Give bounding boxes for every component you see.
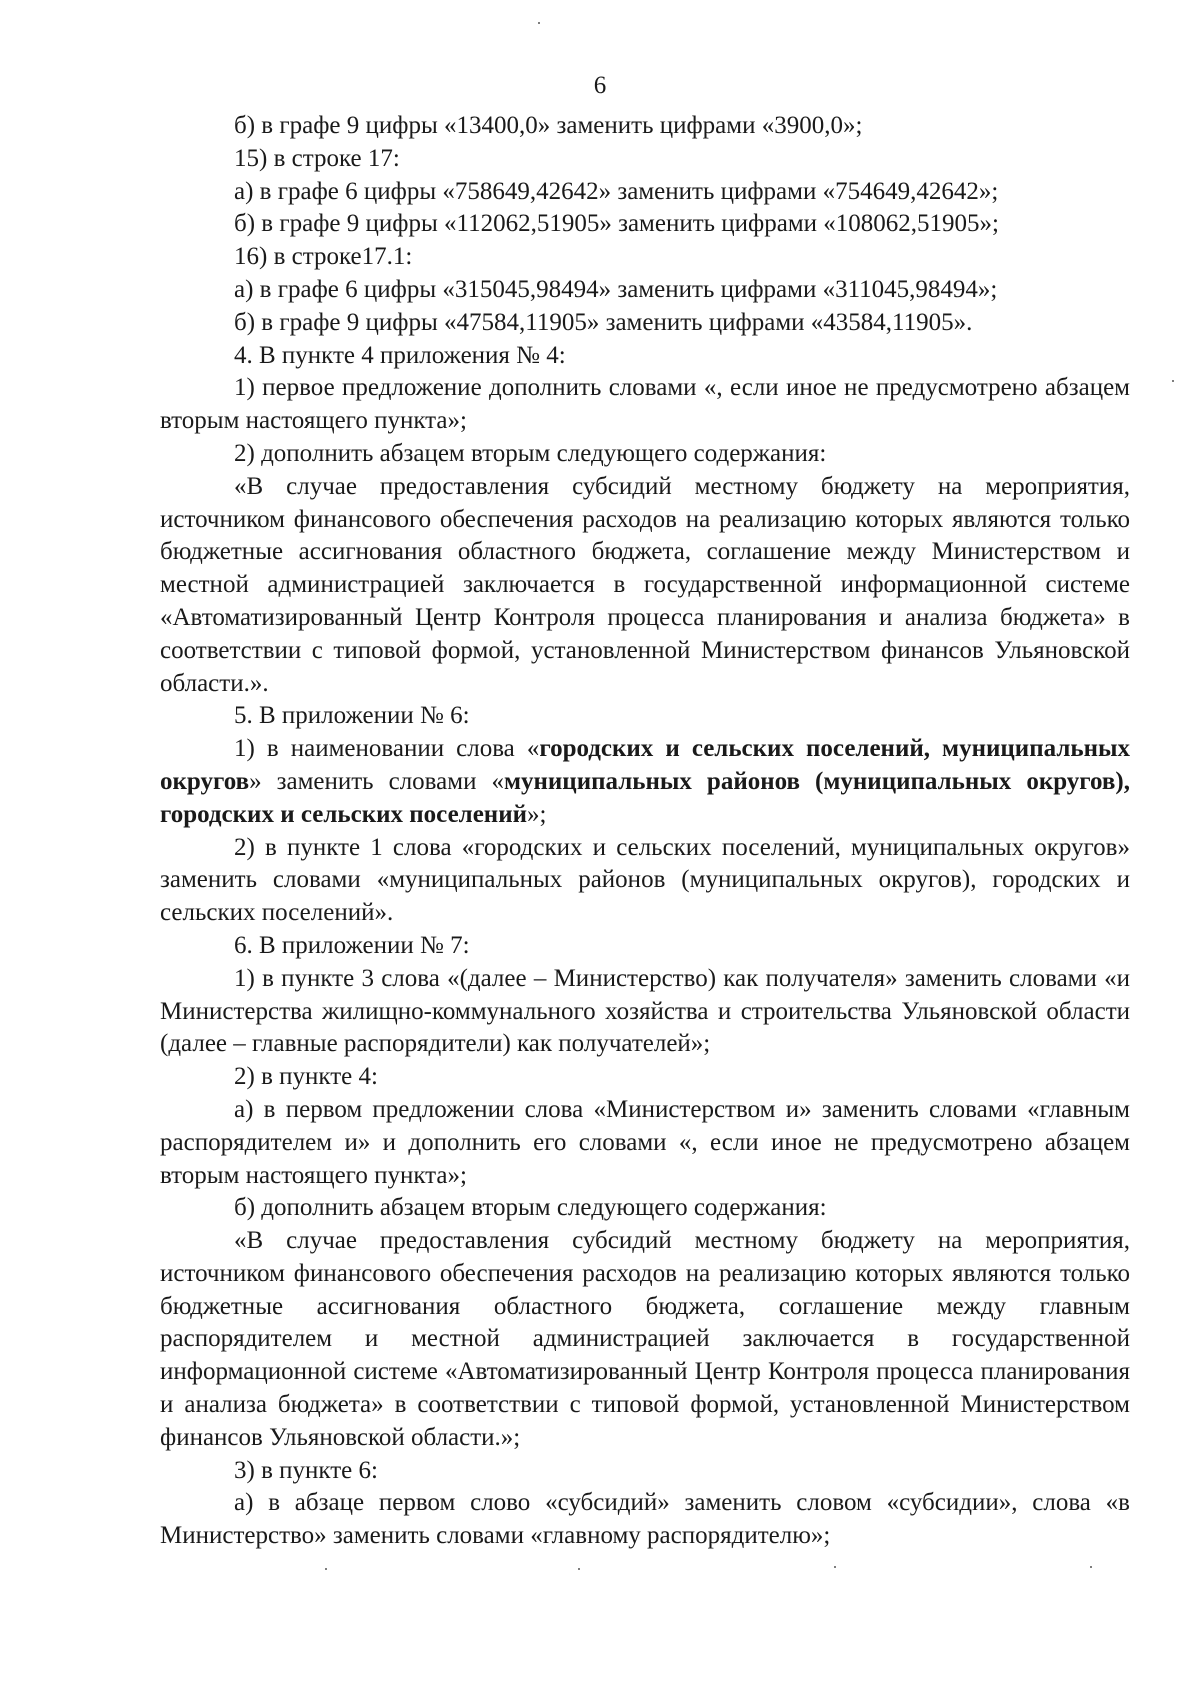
- paragraph: [160, 1455, 1130, 1488]
- scan-speck: [834, 1566, 836, 1568]
- page-number: 6: [593, 72, 607, 99]
- text-run: б) в графе 9 цифры «112062,51905» заменить цифрами «108062,51905»;: [234, 210, 999, 238]
- text-run: 15) в строке 17:: [234, 144, 400, 172]
- paragraph: [160, 832, 1130, 930]
- text-run: 1) в пункте 3 слова «(далее – Министерство) как получателя» заменить словами «и Министерства жилищно-коммунального хозяйства и строительства Ульяновской области (далее – главные распорядители) как получателей»;: [160, 964, 1130, 1058]
- paragraph: [160, 733, 1130, 831]
- paragraph: [160, 471, 1130, 701]
- paragraph: [160, 1487, 1130, 1553]
- paragraph: [160, 1094, 1130, 1192]
- bold-text: городских и сельских поселений, муниципальных округов: [160, 735, 1130, 795]
- scan-speck: [1090, 1566, 1092, 1568]
- paragraph: [160, 307, 1130, 340]
- text-run: 5. В приложении № 6:: [234, 702, 470, 730]
- text-run: 2) в пункте 1 слова «городских и сельских поселений, муниципальных округов» заменить словами «муниципальных районов (муниципальных округов), городских и сельских поселений».: [160, 833, 1130, 927]
- paragraph: [160, 1061, 1130, 1094]
- paragraph: [160, 110, 1130, 143]
- paragraph: [160, 241, 1130, 274]
- text-run: б) в графе 9 цифры «13400,0» заменить цифрами «3900,0»;: [234, 112, 863, 139]
- paragraph: [160, 963, 1130, 1061]
- scan-speck: [1172, 380, 1174, 382]
- text-run: 2) в пункте 4:: [234, 1063, 378, 1091]
- paragraph: [160, 372, 1130, 438]
- text-run: 1) в наименовании слова «: [234, 735, 540, 763]
- paragraph: [160, 208, 1130, 241]
- paragraph: [160, 1225, 1130, 1455]
- text-run: «В случае предоставления субсидий местному бюджету на мероприятия, источником финансового обеспечения расходов на реализацию которых являются только бюджетные ассигнования областного бюджета, соглашение между Министерством и местной администрацией заключается в государственной информационной системе «Автоматизированный Центр Контроля процесса планирования и анализа бюджета» в соответствии с типовой формой, установленной Министерством финансов Ульяновской области.».: [160, 472, 1130, 697]
- text-run: 6. В приложении № 7:: [234, 931, 470, 959]
- text-run: » заменить словами «: [249, 767, 504, 795]
- text-run: 16) в строке17.1:: [234, 243, 413, 271]
- text-run: 3) в пункте 6:: [234, 1456, 378, 1484]
- paragraph: [160, 700, 1130, 733]
- paragraph: [160, 438, 1130, 471]
- text-run: 2) дополнить абзацем вторым следующего содержания:: [234, 439, 827, 467]
- text-run: а) в графе 6 цифры «315045,98494» заменить цифрами «311045,98494»;: [234, 275, 998, 303]
- text-run: б) дополнить абзацем вторым следующего содержания:: [234, 1194, 827, 1222]
- text-run: а) в абзаце первом слово «субсидий» заменить словом «субсидии», слова «в Министерство» заменить словами «главному распорядителю»;: [160, 1489, 1130, 1550]
- scan-speck: [325, 1568, 327, 1570]
- scan-speck: [538, 22, 540, 24]
- text-run: «В случае предоставления субсидий местному бюджету на мероприятия, источником финансового обеспечения расходов на реализацию которых являются только бюджетные ассигнования областного бюджета, соглашение между главным распорядителем и местной администрацией заключается в государственной информационной системе «Автоматизированный Центр Контроля процесса планирования и анализа бюджета» в соответствии с типовой формой, установленной Министерством финансов Ульяновской области.»;: [160, 1227, 1130, 1451]
- bold-text: муниципальных районов (муниципальных округов), городских и сельских поселений: [160, 767, 1130, 828]
- paragraph: [160, 274, 1130, 307]
- document-body: [160, 110, 1130, 1553]
- paragraph: [160, 176, 1130, 209]
- paragraph: [160, 143, 1130, 176]
- text-run: а) в графе 6 цифры «758649,42642» заменить цифрами «754649,42642»;: [234, 177, 999, 205]
- scan-speck: [578, 1568, 580, 1570]
- text-run: 4. В пункте 4 приложения № 4:: [234, 341, 566, 369]
- text-run: б) в графе 9 цифры «47584,11905» заменить цифрами «43584,11905».: [234, 308, 973, 336]
- text-run: а) в первом предложении слова «Министерством и» заменить словами «главным распорядителем и» и дополнить его словами «, если иное не предусмотрено абзацем вторым настоящего пункта»;: [160, 1095, 1130, 1189]
- paragraph: [160, 340, 1130, 373]
- text-run: »;: [527, 800, 547, 828]
- paragraph: [160, 1192, 1130, 1225]
- paragraph: [160, 930, 1130, 963]
- text-run: 1) первое предложение дополнить словами «, если иное не предусмотрено абзацем вторым настоящего пункта»;: [160, 374, 1130, 435]
